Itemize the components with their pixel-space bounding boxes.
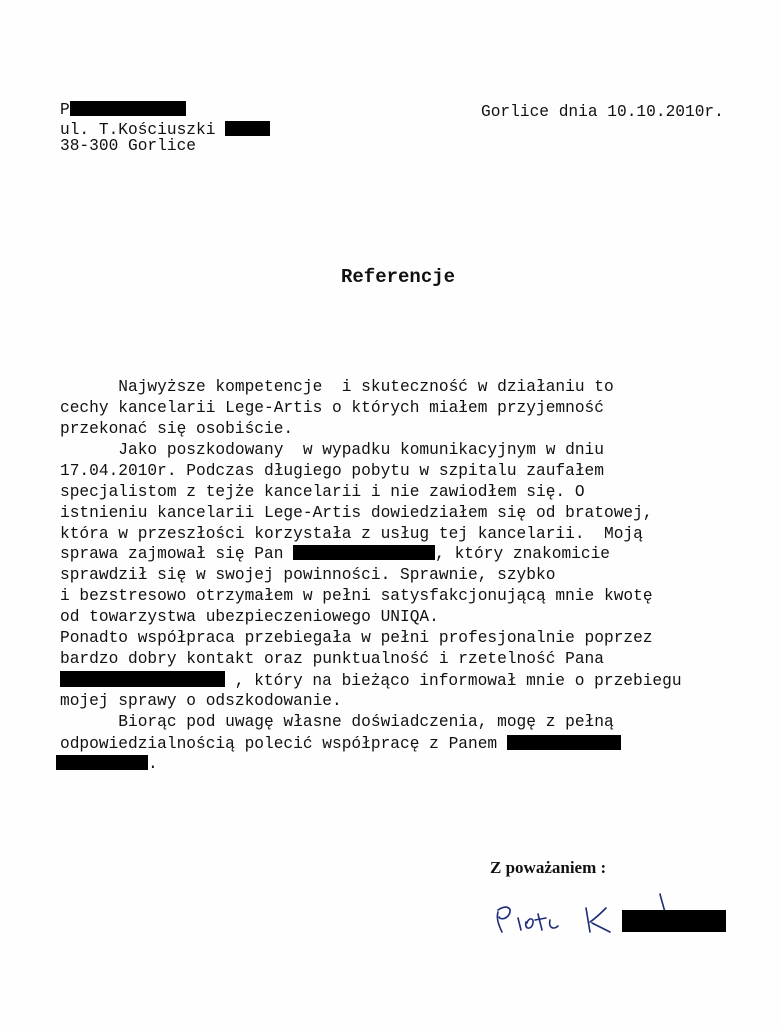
body-line-18 [60,735,621,753]
body-line-15b: , który na bieżąco informował mnie o przebiegu [234,672,682,690]
body-line-9a: sprawa zajmował się Pan [60,545,284,563]
body-line-15 [60,671,682,690]
sender-street: ul. T.Kościuszki [60,121,216,139]
sender-postal-city: 38-300 Gorlice [60,137,196,155]
body-line-3: przekonać się osobiście. [60,420,294,438]
body-line-9b: , który znakomicie [435,545,611,563]
body-line-19 [56,755,158,773]
body-line-12: od towarzystwa ubezpieczeniowego UNIQA. [60,608,439,626]
redaction-lawyer-name-2 [60,671,225,687]
body-line-16: mojej sprawy o odszkodowanie. [60,692,342,710]
place-date: Gorlice dnia 10.10.2010r. [481,103,724,121]
sender-name-initial: P [60,101,70,119]
sender-name-line [60,101,186,119]
redaction-signature-surname [622,910,726,932]
redaction-sender-name [70,101,186,116]
body-line-19b: . [148,755,158,773]
body-line-13: Ponadto współpraca przebiegała w pełni profesjonalnie poprzez [60,629,653,647]
body-line-10: sprawdził się w swojej powinności. Sprawnie, szybko [60,566,556,584]
redaction-lawyer-name-3 [507,735,621,750]
closing-salutation: Z poważaniem : [490,858,607,877]
letter-title: Referencje [341,266,456,288]
body-line-11: i bezstresowo otrzymałem w pełni satysfakcjonującą mnie kwotę [60,587,653,605]
body-line-5: 17.04.2010r. Podczas długiego pobytu w szpitalu zaufałem [60,462,604,480]
body-line-7: istnieniu kancelarii Lege-Artis dowiedziałem się od bratowej, [60,504,653,522]
body-line-17: Biorąc pod uwagę własne doświadczenia, mogę z pełną [60,713,614,731]
body-line-4: Jako poszkodowany w wypadku komunikacyjnym w dniu [60,441,604,459]
body-line-9 [60,545,610,563]
body-line-8: która w przeszłości korzystała z usług tej kancelarii. Moją [60,525,643,543]
body-line-6: specjalistom z tejże kancelarii i nie zawiodłem się. O [60,483,585,501]
body-line-14: bardzo dobry kontakt oraz punktualność i rzetelność Pana [60,650,604,668]
body-line-18a: odpowiedzialnością polecić współpracę z Panem [60,735,498,753]
redaction-lawyer-name [293,545,435,560]
redaction-lawyer-surname [56,755,148,770]
redaction-house-number [225,121,270,136]
body-line-2: cechy kancelarii Lege-Artis o których miałem przyjemność [60,399,604,417]
body-line-1: Najwyższe kompetencje i skuteczność w działaniu to [60,378,614,396]
